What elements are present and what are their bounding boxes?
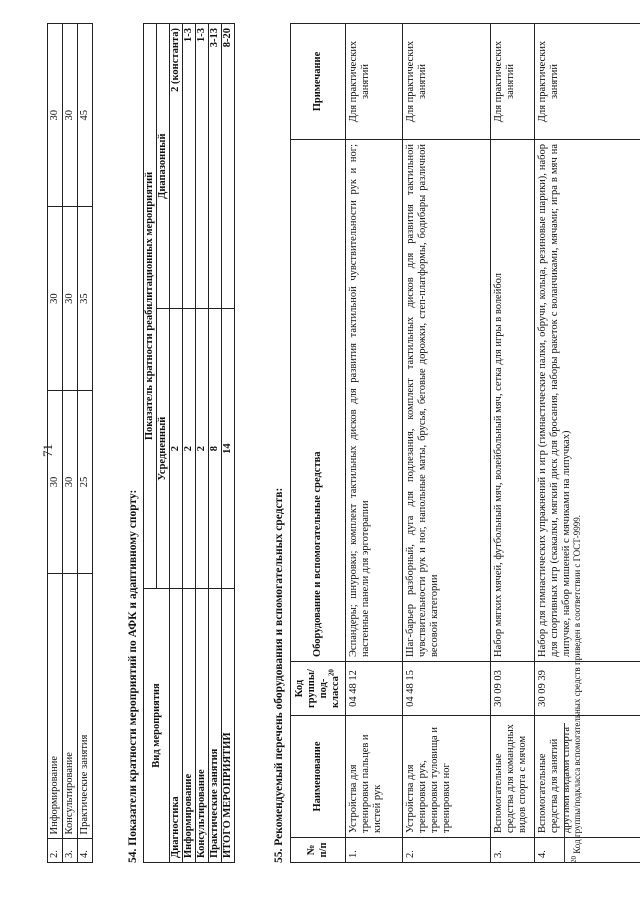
activity-name: ИТОГО МЕРОПРИЯТИЙ bbox=[222, 588, 235, 862]
column-header-note: Примечание bbox=[291, 24, 346, 140]
row-value: 30 bbox=[63, 390, 78, 573]
equipment-list: Эспандеры; шнуровки; комплект тактильных дисков для развития тактильной чувствительности рук и ног; настенные панели для эрготерапии bbox=[346, 140, 403, 662]
footnote: $^{20}$ Код группы/подкласса вспомогательных средств приведен в соответствии с ГОСТ-9999. bbox=[570, 515, 582, 863]
activity-name: Консультирование bbox=[196, 588, 209, 862]
table-row bbox=[63, 24, 78, 863]
average-value: 2 bbox=[170, 309, 183, 589]
device-name: Вспомогательные средства для занятий другими видами спорта bbox=[535, 716, 640, 838]
average-value: 8 bbox=[209, 309, 222, 589]
table-row bbox=[491, 24, 535, 863]
page-number: 71 bbox=[40, 444, 55, 457]
range-value: 3-13 bbox=[209, 24, 222, 309]
column-header-equipment: Оборудование и вспомогательные средства bbox=[291, 140, 346, 662]
table-row bbox=[535, 24, 640, 863]
row-number: 2. bbox=[48, 839, 63, 863]
column-header-num: № п/п bbox=[291, 838, 346, 863]
footnote-ref: 20 bbox=[327, 669, 336, 677]
group-code: 04 48 15 bbox=[403, 662, 491, 716]
row-name: Консультирование bbox=[63, 574, 78, 839]
column-header-range: Диапазонный bbox=[157, 24, 170, 309]
group-code: 30 09 03 bbox=[491, 662, 535, 716]
row-value: 35 bbox=[78, 207, 93, 390]
row-value: 25 bbox=[78, 390, 93, 573]
table-frequency bbox=[143, 23, 235, 863]
column-header-average: Усредненный bbox=[157, 309, 170, 589]
device-name: Вспомогательные средства для командных видов спорта с мячом bbox=[491, 716, 535, 838]
range-value: 8-20 bbox=[222, 24, 235, 309]
device-name: Устройства для тренировки пальцев и кистей рук bbox=[346, 716, 403, 838]
note: Для практических занятий bbox=[346, 24, 403, 140]
table-row bbox=[170, 24, 183, 863]
row-value: 30 bbox=[63, 207, 78, 390]
table-continued bbox=[47, 23, 93, 863]
equipment-list: Шаг-барьер разборный, дуга для подлезания, комплект тактильных дисков для развития тактильной чувствительности рук и ног, напольные маты, брусья, беговые дорожки, степ-платформы, бодибары различной весовой категории bbox=[403, 140, 491, 662]
row-number: 4. bbox=[535, 838, 640, 863]
equipment-list: Набор для гимнастических упражнений и игр (гимнастические палки, обручи, кольца, резиновые шарики), набор для спортивных игр (скакалки, мягкий диск для бросания, наборы ракеток с воланчиками, мячами; игра в мяч на липучке, набор мишеней с мячиками на липучках) bbox=[535, 140, 640, 662]
average-value: 2 bbox=[196, 309, 209, 589]
table-equipment bbox=[290, 23, 640, 863]
table-row bbox=[78, 24, 93, 863]
table-row bbox=[403, 24, 491, 863]
average-value: 14 bbox=[222, 309, 235, 589]
row-number: 1. bbox=[346, 838, 403, 863]
column-header-activity: Вид мероприятия bbox=[144, 588, 170, 862]
row-value: 30 bbox=[48, 24, 63, 207]
footnote-divider bbox=[564, 723, 565, 863]
range-value: 1-3 bbox=[196, 24, 209, 309]
range-value: 2 (константа) bbox=[170, 24, 183, 309]
table-row bbox=[209, 24, 222, 863]
note: Для практических занятий bbox=[535, 24, 640, 140]
range-value: 1-3 bbox=[183, 24, 196, 309]
table-row bbox=[222, 24, 235, 863]
group-code: 04 48 12 bbox=[346, 662, 403, 716]
row-value: 45 bbox=[78, 24, 93, 207]
group-code: 30 09 39 bbox=[535, 662, 640, 716]
row-name: Практические занятия bbox=[78, 574, 93, 839]
row-name: Информирование bbox=[48, 574, 63, 839]
activity-name: Диагностика bbox=[170, 588, 183, 862]
average-value: 2 bbox=[183, 309, 196, 589]
row-number: 4. bbox=[78, 839, 93, 863]
column-header-group: Показатель кратности реабилитационных мероприятий bbox=[144, 24, 157, 589]
table-row bbox=[48, 24, 63, 863]
row-value: 30 bbox=[63, 24, 78, 207]
table-row bbox=[346, 24, 403, 863]
note: Для практических занятий bbox=[491, 24, 535, 140]
note: Для практических занятий bbox=[403, 24, 491, 140]
section-55-title: 55. Рекомендуемый перечень оборудования и вспомогательных средств: bbox=[273, 487, 285, 863]
row-value: 30 bbox=[48, 390, 63, 573]
column-header-code: Код группы/под-класса$^{20}$ bbox=[291, 662, 346, 716]
row-value: 30 bbox=[48, 207, 63, 390]
section-54-title: 54. Показатели кратности мероприятий по АФК и адаптивному спорту: bbox=[127, 489, 139, 863]
row-number: 3. bbox=[491, 838, 535, 863]
column-header-name: Наименование bbox=[291, 716, 346, 838]
equipment-list: Набор мягких мячей, футбольный мяч, волейбольный мяч, сетка для игры в волейбол bbox=[491, 140, 535, 662]
table-row bbox=[196, 24, 209, 863]
activity-name: Практические занятия bbox=[209, 588, 222, 862]
row-number: 2. bbox=[403, 838, 491, 863]
device-name: Устройства для тренировки рук, тренировки туловища и тренировки ног bbox=[403, 716, 491, 838]
activity-name: Информирование bbox=[183, 588, 196, 862]
table-row bbox=[183, 24, 196, 863]
row-number: 3. bbox=[63, 839, 78, 863]
